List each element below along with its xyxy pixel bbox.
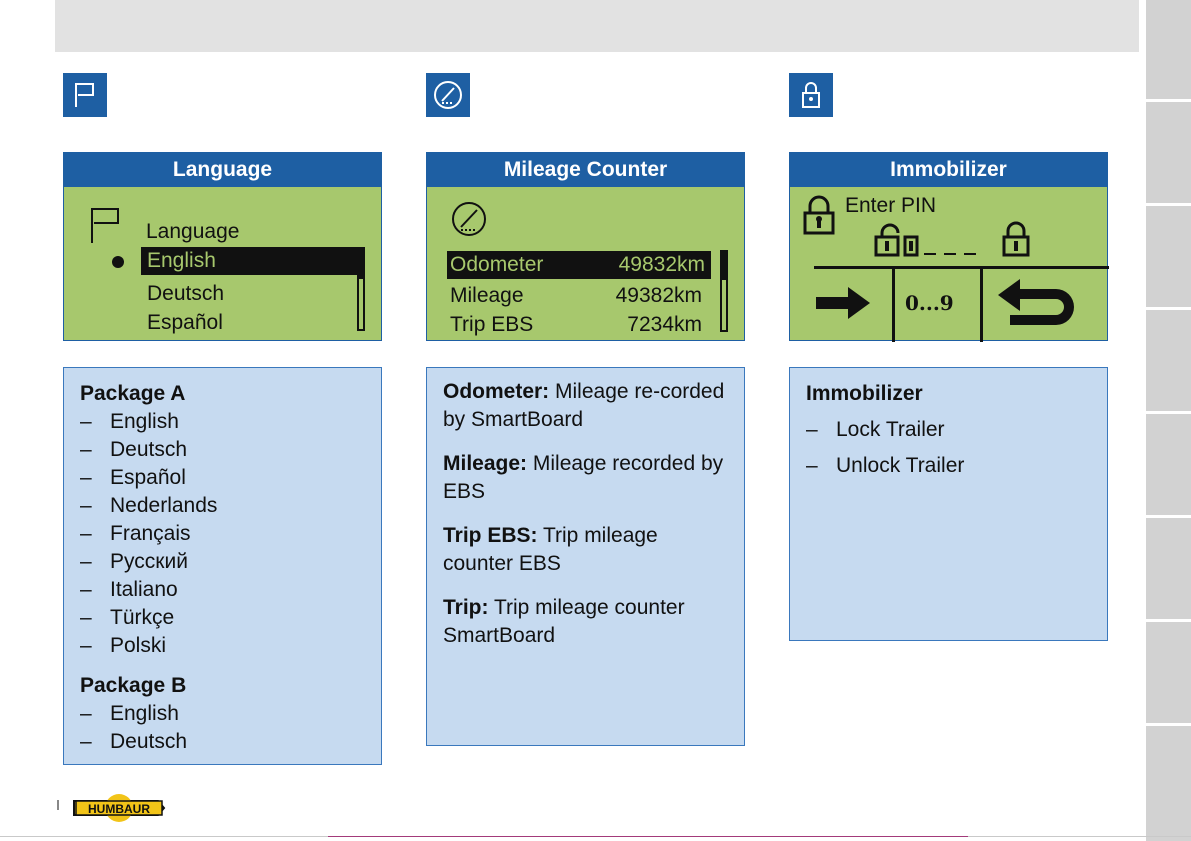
humbaur-logo: [72, 793, 166, 823]
list-item: – Polski: [80, 634, 167, 657]
pin-prompt: Enter PIN: [845, 194, 937, 217]
mileage-lcd: [426, 152, 745, 341]
mileage-row-odometer[interactable]: Odometer 49832km: [447, 251, 711, 279]
immobilizer-lcd: [789, 152, 1108, 341]
list-item: – Türkçe: [80, 606, 175, 629]
flag-icon: [63, 73, 107, 117]
chapter-tab[interactable]: [1146, 104, 1191, 206]
return-arrow-icon[interactable]: [994, 275, 1084, 331]
list-item: – Русский: [80, 550, 188, 573]
list-item: – English: [80, 410, 179, 433]
mileage-info-box: [426, 367, 745, 746]
lcd-title: Language: [64, 153, 381, 187]
immobilizer-info-box: [789, 367, 1108, 641]
list-item: – Lock Trailer: [806, 418, 945, 441]
description-item: Trip EBS: Trip mileage counter EBS: [443, 524, 658, 575]
gauge-icon: [426, 73, 470, 117]
scrollbar[interactable]: [720, 250, 728, 332]
language-lcd: [63, 152, 382, 341]
lock-icon: [802, 195, 836, 235]
language-info-box: [63, 367, 382, 765]
language-option[interactable]: Español: [147, 311, 223, 334]
scrollbar[interactable]: [357, 247, 365, 331]
mileage-row[interactable]: Trip EBS 7234km: [450, 313, 702, 336]
digit-range-button[interactable]: 0...9: [905, 291, 954, 315]
chapter-tab[interactable]: [1146, 416, 1191, 518]
page-marker: [57, 800, 59, 810]
lcd-title: Immobilizer: [790, 153, 1107, 187]
gauge-icon: [449, 199, 489, 239]
list-item: – Français: [80, 522, 191, 545]
divider: [892, 266, 895, 342]
chapter-tab[interactable]: [1146, 728, 1191, 841]
lcd-title: Mileage Counter: [427, 153, 744, 187]
logo-text: HUMBAUR: [88, 802, 150, 816]
divider: [980, 266, 983, 342]
lcd-heading: Language: [146, 220, 240, 243]
list-item: – Deutsch: [80, 438, 188, 461]
pin-entry-indicator: [874, 221, 1034, 261]
divider: [814, 266, 1109, 269]
mileage-row[interactable]: Mileage 49382km: [450, 284, 702, 307]
immobilizer-info-title: Immobilizer: [806, 382, 923, 405]
package-b-title: Package B: [80, 674, 187, 697]
list-item: – Unlock Trailer: [806, 454, 965, 477]
chapter-tab[interactable]: [1146, 0, 1191, 102]
flag-icon: [88, 205, 128, 245]
chapter-tab[interactable]: [1146, 312, 1191, 414]
chapter-tab[interactable]: [1146, 520, 1191, 622]
package-a-title: Package A: [80, 382, 186, 405]
chapter-tabs: [1146, 0, 1191, 841]
language-option[interactable]: Deutsch: [147, 282, 225, 305]
chapter-tab[interactable]: [1146, 624, 1191, 726]
chapter-tab[interactable]: [1146, 208, 1191, 310]
list-item: – Deutsch: [80, 730, 188, 753]
list-item: – Italiano: [80, 578, 178, 601]
selected-dot-icon: [112, 256, 124, 268]
lock-icon: [789, 73, 833, 117]
header-bar: [55, 0, 1139, 52]
language-option-selected[interactable]: English: [141, 247, 360, 275]
list-item: – Español: [80, 466, 186, 489]
description-item: Odometer: Mileage re-corded by SmartBoard: [443, 380, 725, 431]
description-item: Trip: Trip mileage counter SmartBoard: [443, 596, 685, 647]
arrow-right-icon[interactable]: [814, 283, 874, 323]
footer-accent-line: [328, 836, 968, 837]
list-item: – Nederlands: [80, 494, 218, 517]
description-item: Mileage: Mileage recorded by EBS: [443, 452, 724, 503]
list-item: – English: [80, 702, 179, 725]
